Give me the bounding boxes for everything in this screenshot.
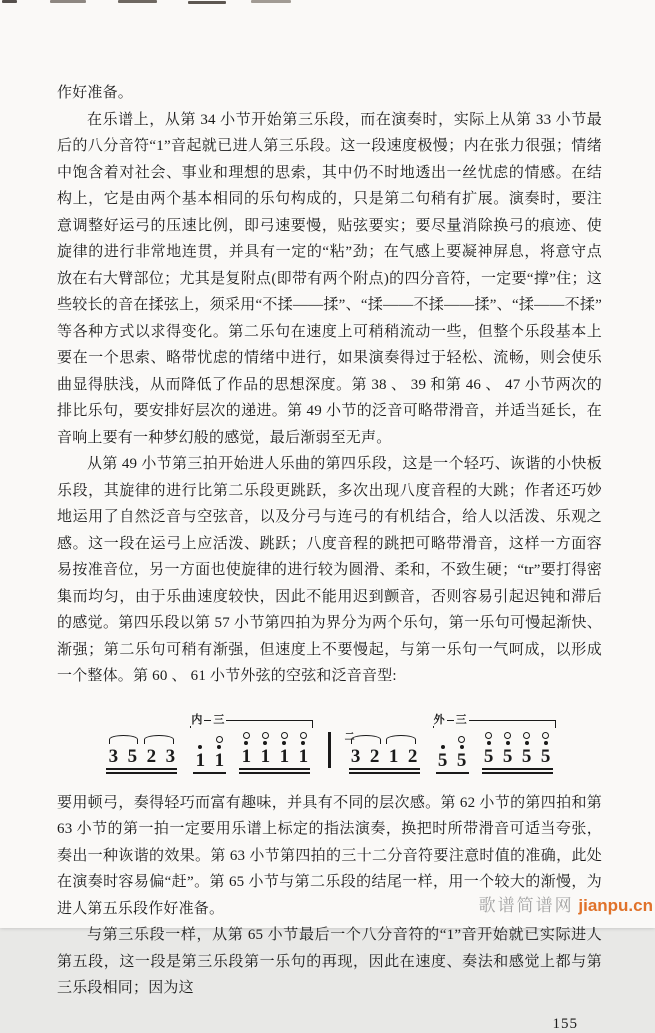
position-label: 三 <box>213 713 225 726</box>
body-text-top <box>57 80 602 690</box>
scan-artifact-mark <box>188 1 226 4</box>
watermark <box>479 891 653 916</box>
jianpu-note <box>239 732 253 766</box>
harmonic-circle-icon <box>300 732 307 739</box>
note-digit: 1 <box>195 749 206 771</box>
note-digit: 5 <box>502 745 513 767</box>
subgroup-row <box>436 732 553 774</box>
beam-line <box>239 768 310 770</box>
note-row <box>436 736 469 770</box>
note-digit: 5 <box>127 745 138 767</box>
scan-artifact-mark <box>251 0 291 3</box>
slur-arc <box>351 735 381 744</box>
harmonic-circle-icon <box>243 732 250 739</box>
beam-line <box>106 768 177 770</box>
note-row <box>482 732 553 766</box>
jianpu-note <box>125 747 139 766</box>
bracketed-note-group <box>433 713 553 774</box>
beam-lines <box>239 766 310 774</box>
beam-line <box>349 772 420 774</box>
jianpu-note <box>163 747 177 766</box>
subgroup-row <box>193 732 310 774</box>
note-group <box>106 734 177 774</box>
slur-arc <box>109 735 139 744</box>
string-label: 内 <box>191 713 203 726</box>
note-digit: 3 <box>165 745 176 767</box>
jianpu-note <box>106 747 120 766</box>
note-digit: 1 <box>298 745 309 767</box>
scan-artifact-mark <box>50 0 86 3</box>
beam-line <box>239 772 310 774</box>
note-row <box>349 747 420 766</box>
octave-dot-icon <box>506 741 510 745</box>
slur-arc <box>386 735 416 744</box>
note-subgroup <box>193 736 226 774</box>
jianpu-note <box>520 732 534 766</box>
scan-artifact-mark <box>118 0 157 3</box>
note-digit: 5 <box>521 745 532 767</box>
page-content <box>57 80 602 1033</box>
string-position-bracket <box>190 713 313 728</box>
watermark-site-url: jianpu.cn <box>578 896 653 915</box>
jianpu-note <box>193 745 207 770</box>
beam-lines <box>106 766 177 774</box>
jianpu-note <box>436 745 450 770</box>
jianpu-note <box>368 747 382 766</box>
note-digit: 5 <box>437 749 448 771</box>
note-row <box>106 747 177 766</box>
harmonic-circle-icon <box>485 732 492 739</box>
beam-lines <box>349 766 420 774</box>
note-digit: 2 <box>369 745 380 767</box>
jianpu-note <box>296 732 310 766</box>
harmonic-circle-icon <box>542 732 549 739</box>
octave-dot-icon <box>263 741 267 745</box>
paragraph: 从第 49 小节第三拍开始进人乐曲的第四乐段，这是一个轻巧、诙谐的小快板乐段，其旋律的进行比第二乐段更跳跃，多次出现八度音程的大跳；作者还巧妙地运用了自然泛音与空弦音，以及分弓与连弓的有机结合，给人以活泼、乐观之感。这一段在运弓上应活泼、跳跃；八度音程的跳把可略带滑音，这样一方面容易按准音位，另一方面也使旋律的进行较为圆滑、柔和，不致生硬；“tr”要打得密集而均匀，由于乐曲速度较快，因此不能用迟到颤音，否则容易引起迟钝和滞后的感觉。第四乐段以第 57 小节第四拍为界分为两个乐句，第一乐句可慢起渐快、渐强；第二乐句可稍有渐强，但速度上不要慢起，与第一乐句一气呵成，以形成一个整体。第 60 、 61 小节外弦的空弦和泛音音型: <box>57 456 602 684</box>
beam-line <box>436 772 469 774</box>
harmonic-circle-icon <box>523 732 530 739</box>
jianpu-note <box>455 736 469 770</box>
note-digit: 3 <box>350 745 361 767</box>
paragraph: 要用顿弓，奏得轻巧而富有趣味，并具有不同的层次感。第 62 小节的第四拍和第 63 小节的第一拍一定要用乐谱上标定的指法演奏，换把时所带滑音可适当夸张，奏出一种诙谐的效果。第 63 小节第四拍的三十二分音符要注意时值的准确，此处在演奏时容易偏“赶”。第 65 小节与第二乐段的结尾一样，用一个较大的渐慢，为进人第五乐段作好准备。 <box>57 794 602 917</box>
note-digit: 5 <box>483 745 494 767</box>
beam-line <box>482 768 553 770</box>
harmonic-circle-icon <box>216 736 223 743</box>
octave-dot-icon <box>441 745 445 749</box>
note-digit: 1 <box>214 749 225 771</box>
position-mark: 二 <box>344 731 355 743</box>
octave-dot-icon <box>544 741 548 745</box>
note-group <box>344 731 420 774</box>
note-digit: 5 <box>540 745 551 767</box>
slur-arc <box>144 735 174 744</box>
position-label: 三 <box>455 713 467 726</box>
beam-line <box>193 772 226 774</box>
octave-dot-icon <box>487 741 491 745</box>
octave-dot-icon <box>244 741 248 745</box>
octave-dot-icon <box>282 741 286 745</box>
octave-dot-icon <box>217 745 221 749</box>
jianpu-note <box>539 732 553 766</box>
note-subgroup <box>239 732 310 774</box>
note-digit: 1 <box>241 745 252 767</box>
jianpu-note <box>406 747 420 766</box>
note-digit: 5 <box>456 749 467 771</box>
jianpu-note <box>482 732 496 766</box>
note-digit: 2 <box>146 745 157 767</box>
jianpu-note <box>144 747 158 766</box>
note-digit: 1 <box>388 745 399 767</box>
page-number: 155 <box>552 1015 578 1032</box>
paragraph: 作好准备。 <box>57 85 134 101</box>
octave-dot-icon <box>525 741 529 745</box>
barline <box>328 732 330 768</box>
jianpu-note <box>277 732 291 766</box>
string-label: 外 <box>433 713 445 726</box>
jianpu-note <box>501 732 515 766</box>
jianpu-note <box>212 736 226 770</box>
harmonic-circle-icon <box>281 732 288 739</box>
note-digit: 2 <box>407 745 418 767</box>
harmonic-circle-icon <box>262 732 269 739</box>
beam-lines <box>482 766 553 774</box>
bracketed-note-group <box>191 713 310 774</box>
beam-lines <box>193 770 226 774</box>
note-row <box>193 736 226 770</box>
note-digit: 3 <box>108 745 119 767</box>
scan-artifact-mark <box>2 0 17 3</box>
watermark-site-name: 歌谱简谱网 <box>478 896 574 915</box>
note-digit: 1 <box>279 745 290 767</box>
beam-line <box>349 768 420 770</box>
note-subgroup <box>436 736 469 774</box>
string-position-bracket <box>433 713 556 728</box>
harmonic-circle-icon <box>504 732 511 739</box>
beam-line <box>106 772 177 774</box>
paragraph: 与第三乐段一样，从第 65 小节最后一个八分音符的“1”音开始就已实际进人第五段，这一段是第三乐段第一乐句的再现，因此在速度、奏法和感觉上都与第三乐段相同；因为这 <box>57 927 602 996</box>
jianpu-note <box>387 747 401 766</box>
beam-lines <box>436 770 469 774</box>
note-digit: 1 <box>260 745 271 767</box>
music-notation <box>57 704 602 774</box>
octave-dot-icon <box>460 745 464 749</box>
beam-line <box>482 772 553 774</box>
note-row <box>239 732 310 766</box>
harmonic-circle-icon <box>458 736 465 743</box>
jianpu-note <box>258 732 272 766</box>
note-subgroup <box>482 732 553 774</box>
jianpu-note <box>349 747 363 766</box>
octave-dot-icon <box>198 745 202 749</box>
paragraph: 在乐谱上，从第 34 小节开始第三乐段，而在演奏时，实际上从第 33 小节最后的八分音符“1”音起就已进人第三乐段。这一段速度极慢；内在张力很强；情绪中饱含着对社会、事业和理想的思索，其中仍不时地透出一丝忧虑的情感。在结构上，它是由两个基本相同的乐句构成的，只是第二句稍有扩展。演奏时，要注意调整好运弓的压速比例，即弓速要慢，贴弦要实；要尽量消除换弓的痕迹、使旋律的进行非常地连贯，并具有一定的“粘”劲；在气感上要凝神屏息，将意守点放在右大臂部位；尤其是复附点(即带有两个附点)的四分音符，一定要“撑”住；这些较长的音在揉弦上，须采用“不揉——揉”、“揉——不揉——揉”、“揉——不揉”等各种方式以求得变化。第二乐句在速度上可稍稍流动一些，但整个乐段基本上要在一个思索、略带忧虑的情绪中进行，如果演奏得过于轻松、流畅，则会使乐曲显得肤浅，从而降低了作品的思想深度。第 38 、 39 和第 46 、 47 小节两次的排比乐句，要安排好层次的递进。第 49 小节的泛音可略带滑音，并适当延长，在音响上要有一种梦幻般的感觉，最后渐弱至无声。 <box>57 111 602 446</box>
octave-dot-icon <box>301 741 305 745</box>
